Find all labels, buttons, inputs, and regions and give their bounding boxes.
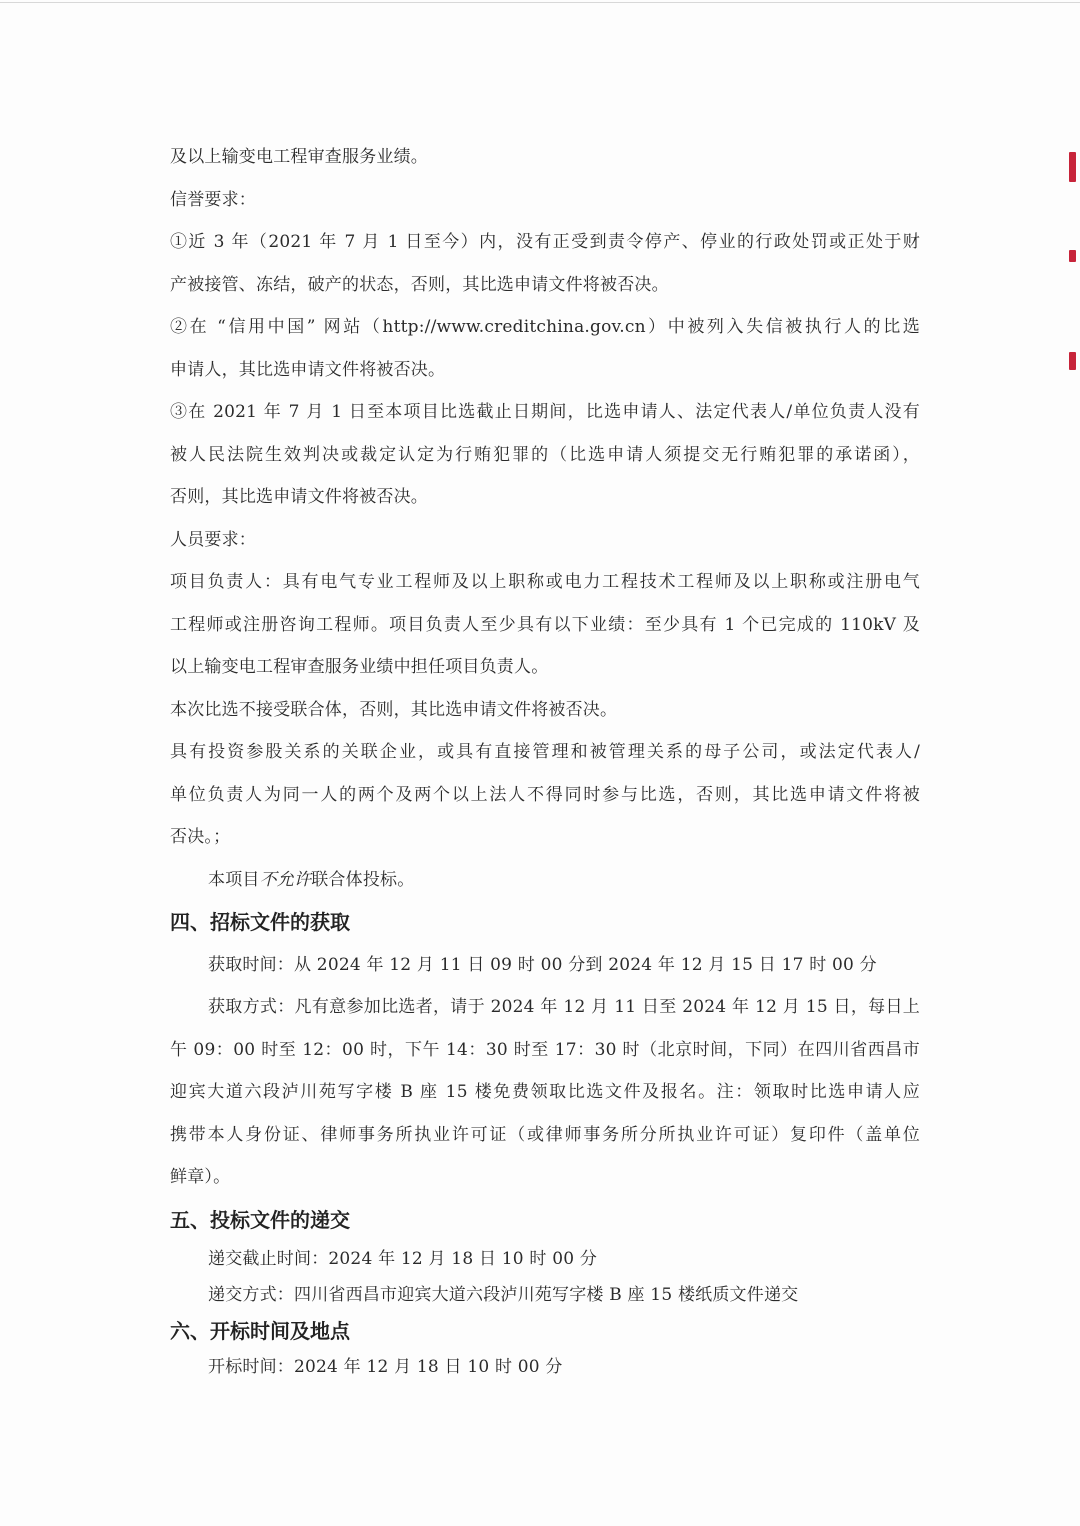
text-line: 递交截止时间：2024 年 12 月 18 日 10 时 00 分 [208, 1249, 598, 1269]
text-line: 否则，其比选申请文件将被否决。 [170, 487, 428, 507]
text-line: 午 09：00 时至 12：00 时，下午 14：30 时至 17：30 时（北京时间，下同）在四川省西昌市 [170, 1039, 920, 1060]
text-line: ②在 “信用中国” 网站（http://www.creditchina.gov.cn）中被列入失信被执行人的比选 [170, 317, 920, 337]
section-heading-6: 六、开标时间及地点 [170, 1319, 350, 1343]
text-line: 产被接管、冻结，破产的状态，否则，其比选申请文件将被否决。 [170, 274, 669, 295]
text-line: 单位负责人为同一人的两个及两个以上法人不得同时参与比选，否则，其比选申请文件将被 [170, 784, 920, 805]
section-heading-4: 四、招标文件的获取 [170, 910, 350, 934]
credit-requirements-label: 信誉要求： [170, 189, 256, 210]
text-line: 获取时间：从 2024 年 12 月 11 日 09 时 00 分到 2024 年 12 月 15 日 17 时 00 分 [208, 954, 877, 975]
text-line: 工程师或注册咨询工程师。项目负责人至少具有以下业绩：至少具有 1 个已完成的 110kV 及 [170, 614, 920, 635]
text-line: 携带本人身份证、律师事务所执业许可证（或律师事务所分所执业许可证）复印件（盖单位 [170, 1124, 920, 1145]
text-line: 获取方式：凡有意参加比选者，请于 2024 年 12 月 11 日至 2024 年 12 月 15 日，每日上 [208, 997, 920, 1017]
text-line: 被人民法院生效判决或裁定认定为行贿犯罪的（比选申请人须提交无行贿犯罪的承诺函）， [170, 444, 920, 465]
document-body [170, 136, 920, 1385]
text-line: 递交方式：四川省西昌市迎宾大道六段泸川苑写字楼 B 座 15 楼纸质文件递交 [208, 1285, 799, 1305]
seal-edge-mark-1 [1069, 152, 1076, 182]
text-line: ①近 3 年（2021 年 7 月 1 日至今）内，没有正受到责令停产、停业的行政处罚或正处于财 [170, 232, 920, 252]
text-line: 迎宾大道六段泸川苑写字楼 B 座 15 楼免费领取比选文件及报名。注：领取时比选申请人应 [170, 1082, 920, 1102]
text-line: 否决。； [170, 827, 231, 847]
consortium-note-prefix: 本项目 [208, 869, 260, 890]
text-line: 以上输变电工程审查服务业绩中担任项目负责人。 [170, 657, 549, 677]
text-line: ③在 2021 年 7 月 1 日至本项目比选截止日期间，比选申请人、法定代表人/单位负责人没有 [170, 402, 920, 422]
text-line: 申请人，其比选申请文件将被否决。 [170, 359, 446, 380]
consortium-note-emphasis: 不允许 [259, 869, 312, 890]
consortium-note [170, 859, 920, 902]
seal-edge-mark-2 [1069, 250, 1076, 262]
seal-edge-mark-3 [1069, 352, 1076, 370]
text-line: 鲜章）。 [170, 1167, 231, 1187]
text-line: 开标时间：2024 年 12 月 18 日 10 时 00 分 [208, 1357, 563, 1377]
text-line: 及以上输变电工程审查服务业绩。 [170, 147, 428, 167]
text-line: 本次比选不接受联合体，否则，其比选申请文件将被否决。 [170, 699, 618, 720]
personnel-requirements-label: 人员要求： [170, 529, 256, 550]
text-line: 项目负责人：具有电气专业工程师及以上职称或电力工程技术工程师及以上职称或注册电气 [170, 572, 920, 592]
page-top-border [0, 2, 1080, 3]
consortium-note-suffix: 联合体投标。 [311, 869, 415, 890]
section-heading-5: 五、投标文件的递交 [170, 1207, 350, 1232]
text-line: 具有投资参股关系的关联企业，或具有直接管理和被管理关系的母子公司，或法定代表人/ [170, 742, 920, 762]
